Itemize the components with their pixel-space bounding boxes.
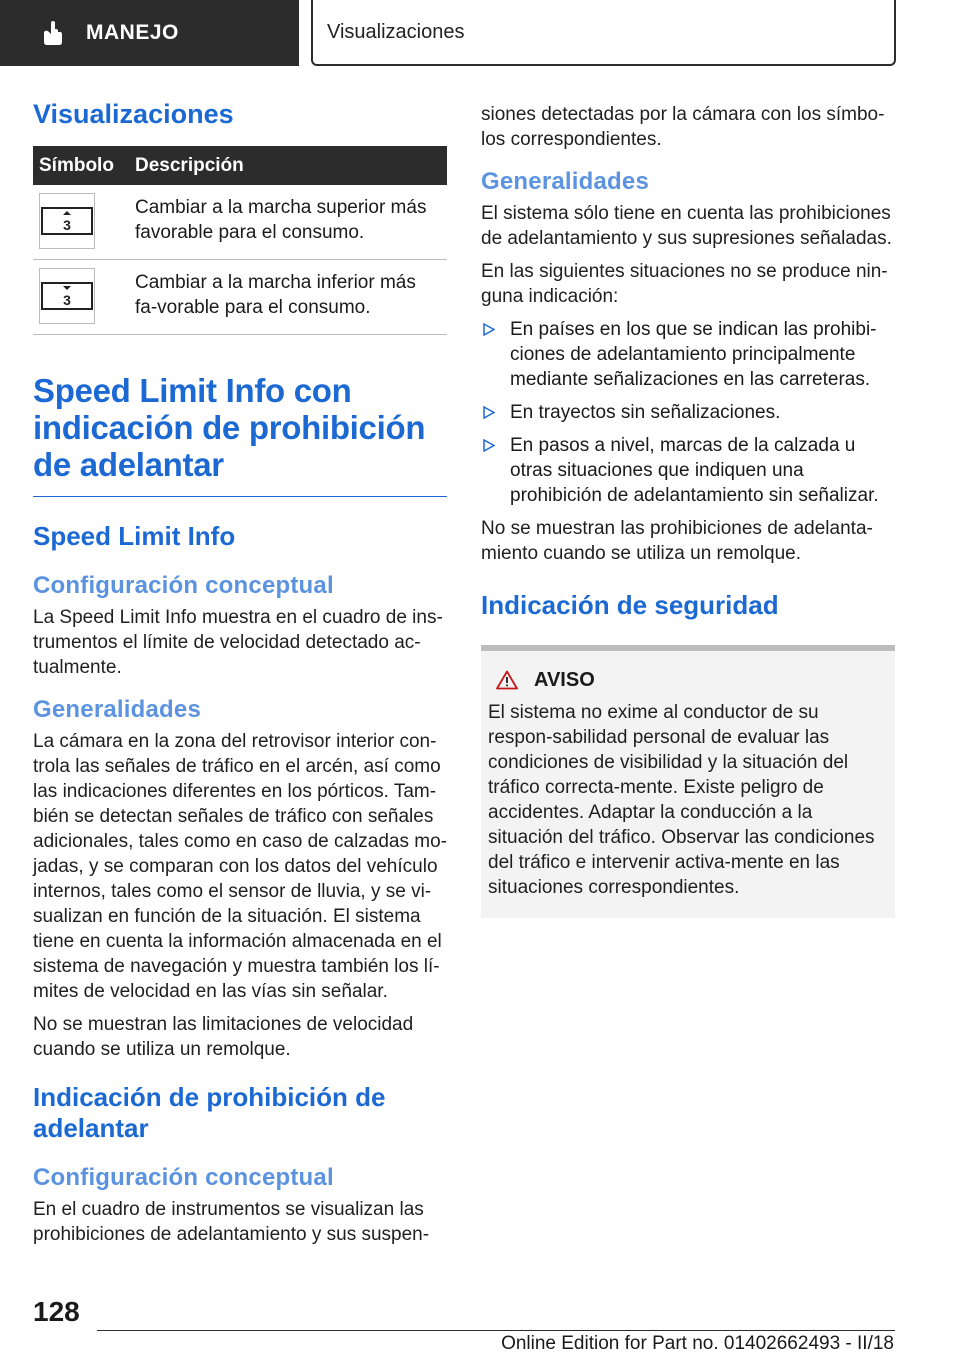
right-column bbox=[481, 98, 895, 918]
table-cell-desc: Cambiar a la marcha superior más favorable para el consumo. bbox=[129, 185, 447, 260]
overtake-title: Indicación de prohibición de adelantar bbox=[33, 1082, 386, 1144]
page-number: 128 bbox=[33, 1296, 80, 1327]
table-row bbox=[33, 185, 447, 260]
general-title: Generalidades bbox=[33, 696, 202, 724]
right-general-p1: El sistema sólo tiene en cuenta las prohibiciones de adelantamiento y sus supresiones señaladas. bbox=[481, 202, 892, 249]
right-general-title: Generalidades bbox=[481, 168, 650, 195]
speed-limit-info-title: Speed Limit Info bbox=[33, 521, 236, 552]
situations-list bbox=[481, 317, 895, 508]
header-chapter-tab[interactable] bbox=[311, 0, 896, 66]
safety-title: Indicación de seguridad bbox=[481, 589, 779, 620]
gear-down-glyph: 3 bbox=[63, 292, 71, 309]
triangle-bullet-icon bbox=[483, 406, 495, 419]
table-cell-desc: Cambiar a la marcha inferior más fa-vorable para el consumo. bbox=[129, 260, 447, 335]
list-item: En trayectos sin señalizaciones. bbox=[481, 400, 895, 425]
steering-hand-icon bbox=[40, 20, 66, 46]
triangle-bullet-icon bbox=[483, 323, 495, 336]
table-header-symbol: Símbolo bbox=[33, 146, 129, 185]
title-divider bbox=[33, 496, 447, 497]
header-chapter-label: Visualizaciones bbox=[327, 20, 465, 43]
triangle-bullet-icon bbox=[483, 439, 495, 452]
right-general-p2: En las siguientes situaciones no se produce nin-guna indicación: bbox=[481, 260, 888, 307]
concept2-text: En el cuadro de instrumentos se visualizan las prohibiciones de adelantamiento y sus suspen- bbox=[33, 1199, 430, 1246]
speed-limit-main-title: Speed Limit Info con indicación de prohibición de adelantar bbox=[33, 372, 426, 484]
table-header-row bbox=[33, 146, 447, 185]
general-text: La cámara en la zona del retrovisor interior con-trola las señales de tráfico en el arcén, así como las indicaciones diferentes en los pórticos. Tam-bién se detectan señales de tráfico con señales adicionales, tales como en caso de calzadas mo-jadas, y se comparan con los datos del vehículo internos, tales como el sensor de lluvia, y se vi-sualizan en función de la situación. El sistema tiene en cuenta la información almacenada en el sistema de navegación y muestra también los lí-mites de velocidad en las vías sin señalar. bbox=[33, 731, 448, 1003]
header-section-tab[interactable] bbox=[0, 0, 299, 66]
right-general-p3: No se muestran las prohibiciones de adelanta-miento cuando se utiliza un remolque. bbox=[481, 517, 873, 564]
concept-text: La Speed Limit Info muestra en el cuadro de ins-trumentos el límite de velocidad detectado ac-tualmente. bbox=[33, 607, 443, 679]
general-text-2: No se muestran las limitaciones de velocidad cuando se utiliza un remolque. bbox=[33, 1014, 414, 1061]
table-header-description: Descripción bbox=[129, 146, 447, 185]
warning-label: AVISO bbox=[534, 668, 595, 691]
concept-title: Configuración conceptual bbox=[33, 572, 334, 600]
concept2-title: Configuración conceptual bbox=[33, 1164, 334, 1192]
list-item: En países en los que se indican las prohibi-ciones de adelantamiento principalmente mediante señalizaciones en las carreteras. bbox=[481, 317, 895, 392]
warning-triangle-icon bbox=[496, 670, 518, 690]
warning-box bbox=[481, 645, 895, 918]
gear-up-icon bbox=[39, 193, 95, 249]
header-section-label: MANEJO bbox=[86, 21, 179, 44]
list-item: En pasos a nivel, marcas de la calzada u otras situaciones que indiquen una prohibición de adelantamiento sin señalizar. bbox=[481, 433, 895, 508]
continued-text: siones detectadas por la cámara con los símbo-los correspondientes. bbox=[481, 104, 885, 150]
left-column bbox=[33, 98, 447, 1247]
warning-header bbox=[496, 669, 887, 692]
footer-divider bbox=[97, 1330, 895, 1331]
table-row bbox=[33, 260, 447, 335]
gear-down-icon bbox=[39, 268, 95, 324]
footer-edition: Online Edition for Part no. 01402662493 - II/18 bbox=[501, 1333, 894, 1354]
warning-text: El sistema no exime al conductor de su respon-sabilidad personal de evaluar las condiciones de visibilidad y la situación del tráfico correcta-mente. Existe peligro de accidentes. Adaptar la conducción a la situación del tráfico. Observar las condiciones del tráfico e intervenir activa-mente en las situaciones correspondientes. bbox=[488, 701, 875, 898]
gear-up-glyph: 3 bbox=[63, 217, 71, 234]
symbol-table bbox=[33, 146, 447, 335]
visualizaciones-title: Visualizaciones bbox=[33, 99, 234, 129]
